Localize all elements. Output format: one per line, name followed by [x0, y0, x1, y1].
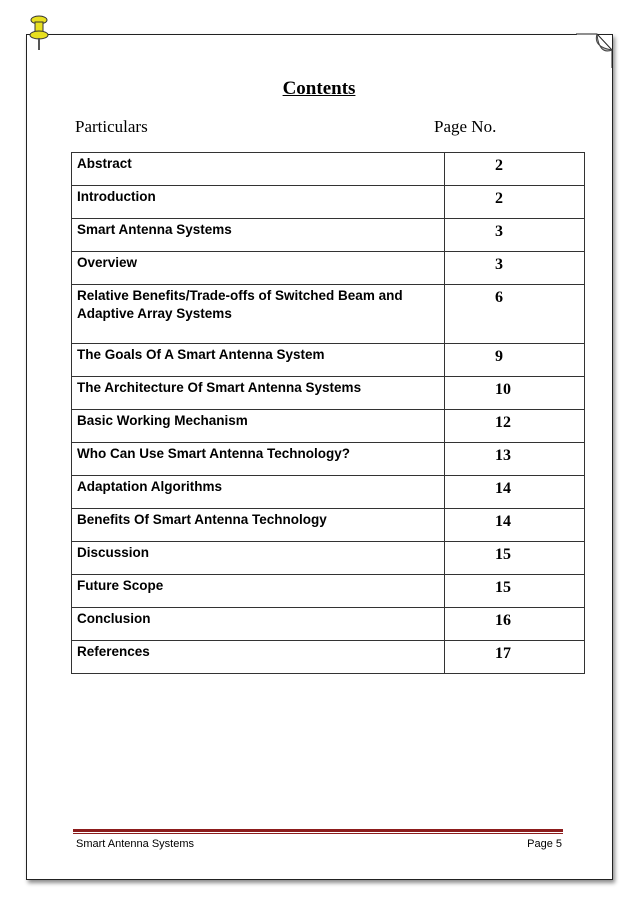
- topic-cell: Conclusion: [72, 608, 445, 641]
- table-row: [72, 252, 585, 285]
- table-row: [72, 410, 585, 443]
- page-number-cell: 10: [445, 377, 585, 410]
- table-row: [72, 344, 585, 377]
- contents-table: [71, 152, 585, 674]
- topic-cell: Benefits Of Smart Antenna Technology: [72, 509, 445, 542]
- topic-cell: The Architecture Of Smart Antenna Systems: [72, 377, 445, 410]
- topic-cell: Future Scope: [72, 575, 445, 608]
- table-row: [72, 641, 585, 674]
- page-no-heading: Page No.: [434, 117, 497, 136]
- table-row: [72, 509, 585, 542]
- topic-cell: References: [72, 641, 445, 674]
- footer-page-number: Page 5: [527, 838, 562, 850]
- table-row: [72, 476, 585, 509]
- topic-cell: Who Can Use Smart Antenna Technology?: [72, 443, 445, 476]
- page-number-cell: 13: [445, 443, 585, 476]
- topic-cell: Smart Antenna Systems: [72, 219, 445, 252]
- page-number-cell: 14: [445, 509, 585, 542]
- table-row: [72, 219, 585, 252]
- page-number-cell: 2: [445, 153, 585, 186]
- footer-rule-thin: [73, 833, 563, 834]
- particulars-heading: Particulars: [75, 117, 148, 136]
- table-row: [72, 575, 585, 608]
- page-number-cell: 3: [445, 219, 585, 252]
- table-row: [72, 186, 585, 219]
- table-row: [72, 443, 585, 476]
- page-number-cell: 14: [445, 476, 585, 509]
- topic-cell: The Goals Of A Smart Antenna System: [72, 344, 445, 377]
- table-row: [72, 542, 585, 575]
- page-number-cell: 2: [445, 186, 585, 219]
- topic-cell: Relative Benefits/Trade-offs of Switched Beam and Adaptive Array Systems: [72, 285, 445, 344]
- page-number-cell: 12: [445, 410, 585, 443]
- table-row: [72, 608, 585, 641]
- page-curl-icon: [575, 33, 613, 69]
- topic-cell: Discussion: [72, 542, 445, 575]
- topic-cell: Adaptation Algorithms: [72, 476, 445, 509]
- footer-title: Smart Antenna Systems: [76, 838, 194, 850]
- page-number-cell: 9: [445, 344, 585, 377]
- topic-cell: Abstract: [72, 153, 445, 186]
- page-number-cell: 15: [445, 575, 585, 608]
- topic-cell: Overview: [72, 252, 445, 285]
- page-number-cell: 17: [445, 641, 585, 674]
- table-row: [72, 153, 585, 186]
- page-title: Contents: [282, 78, 356, 99]
- page-number-cell: 15: [445, 542, 585, 575]
- page-number-cell: 3: [445, 252, 585, 285]
- page-number-cell: 16: [445, 608, 585, 641]
- page-number-cell: 6: [445, 285, 585, 344]
- table-row: [72, 285, 585, 344]
- topic-cell: Basic Working Mechanism: [72, 410, 445, 443]
- table-row: [72, 377, 585, 410]
- topic-cell: Introduction: [72, 186, 445, 219]
- footer-rule: [73, 829, 563, 832]
- pushpin-icon: [26, 14, 52, 52]
